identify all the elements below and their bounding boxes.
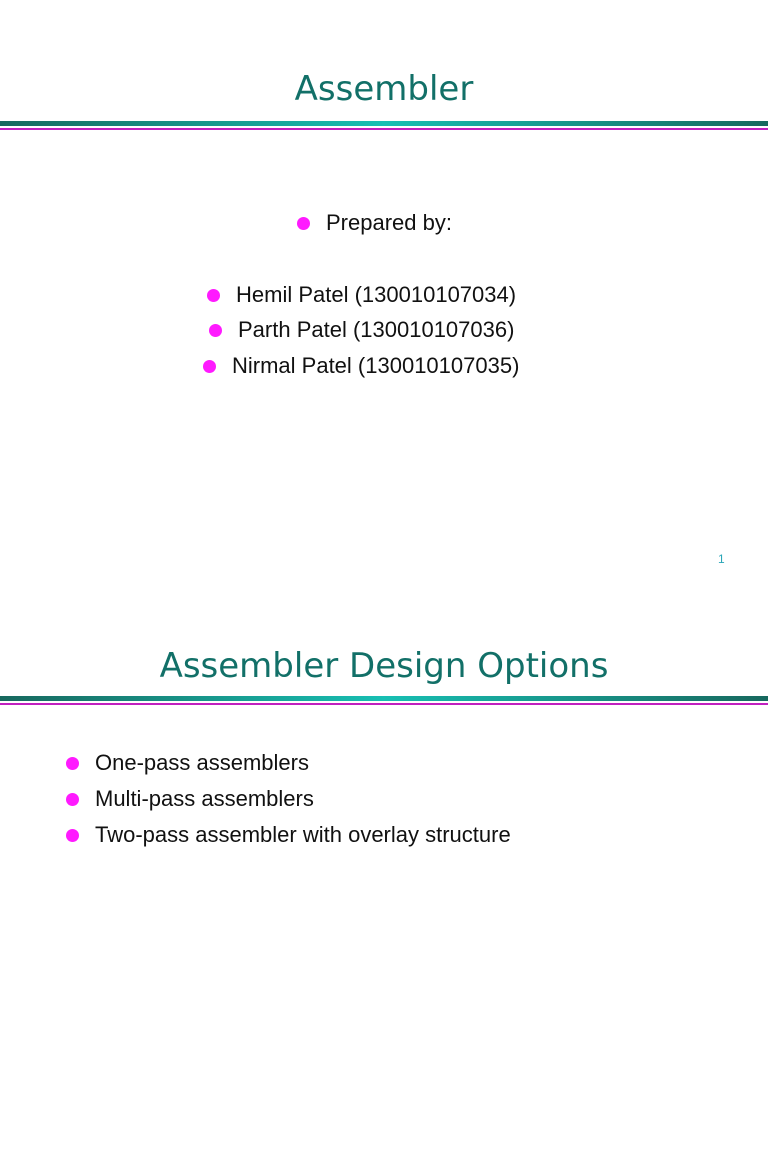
author-item xyxy=(209,317,514,343)
bullet-icon xyxy=(66,793,79,806)
list-item-text: Multi-pass assemblers xyxy=(95,786,314,811)
title-divider xyxy=(0,696,768,705)
list-item-text: Two-pass assembler with overlay structure xyxy=(95,822,511,847)
bullet-icon xyxy=(66,757,79,770)
author-item xyxy=(207,282,516,308)
slide-title: Assembler Design Options xyxy=(159,646,609,686)
bullet-icon xyxy=(207,289,220,302)
bullet-icon xyxy=(297,217,310,230)
list-item xyxy=(66,786,314,812)
title-divider xyxy=(0,121,768,130)
bullet-icon xyxy=(203,360,216,373)
slide-title: Assembler xyxy=(294,69,474,109)
list-item-text: One-pass assemblers xyxy=(95,750,309,775)
page-number: 1 xyxy=(718,552,725,566)
list-item xyxy=(66,750,309,776)
prepared-by-item xyxy=(297,210,452,236)
list-item xyxy=(66,822,511,848)
bullet-icon xyxy=(209,324,222,337)
bullet-icon xyxy=(66,829,79,842)
author-name: Parth Patel (130010107036) xyxy=(238,317,515,342)
author-name: Hemil Patel (130010107034) xyxy=(236,282,517,307)
author-item xyxy=(203,353,519,379)
author-name: Nirmal Patel (130010107035) xyxy=(232,353,520,378)
slide-2 xyxy=(0,576,768,1152)
prepared-by-label: Prepared by: xyxy=(326,210,452,235)
